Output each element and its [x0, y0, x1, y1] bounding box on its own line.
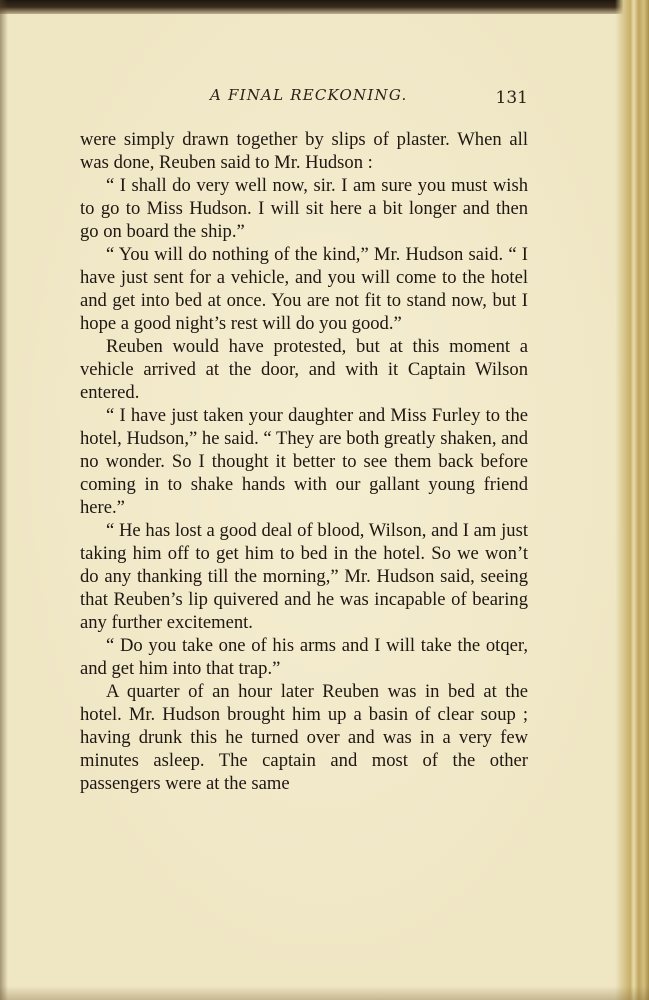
- paragraph-3: “ You will do nothing of the kind,” Mr. Hudson said. “ I have just sent for a vehicle, and you will come to the hotel and get into bed at once. You are not fit to stand now, but I hope a good night’s rest will do you good.”: [80, 244, 528, 334]
- page-number: 131: [495, 88, 528, 108]
- paragraph-4: Reuben would have protested, but at this moment a vehicle arrived at the door, and with it Captain Wilson entered.: [80, 336, 528, 403]
- page-stack-edge: [615, 0, 649, 1000]
- page-bottom-shadow: [0, 986, 649, 1000]
- running-head: [80, 86, 528, 110]
- paragraph-1: were simply drawn together by slips of plaster. When all was done, Reuben said to Mr. Hudson :: [80, 129, 528, 173]
- body-text: [80, 128, 528, 795]
- paragraph-6: “ He has lost a good deal of blood, Wilson, and I am just taking him off to get him to bed in the hotel. So we won’t do any thanking till the morning,” Mr. Hudson said, seeing that Reuben’s lip quivered and he was incapable of bearing any further excitement.: [80, 520, 528, 633]
- paragraph-2: “ I shall do very well now, sir. I am sure you must wish to go to Miss Hudson. I will sit here a bit longer and then go on board the ship.”: [80, 175, 528, 242]
- chapter-title: A FINAL RECKONING.: [210, 86, 408, 104]
- paragraph-5: “ I have just taken your daughter and Miss Furley to the hotel, Hudson,” he said. “ They are both greatly shaken, and no wonder. So I thought it better to see them back before coming in to shake hands with our gallant young friend here.”: [80, 405, 528, 518]
- page-top-edge: [0, 0, 649, 14]
- paragraph-8: A quarter of an hour later Reuben was in bed at the hotel. Mr. Hudson brought him up a basin of clear soup ; having drunk this he turned over and was in a very few minutes asleep. The captain and most of the other passengers were at the same: [80, 681, 528, 794]
- page-left-shadow: [0, 0, 8, 1000]
- paragraph-7: “ Do you take one of his arms and I will take the otqer, and get him into that trap.”: [80, 635, 528, 679]
